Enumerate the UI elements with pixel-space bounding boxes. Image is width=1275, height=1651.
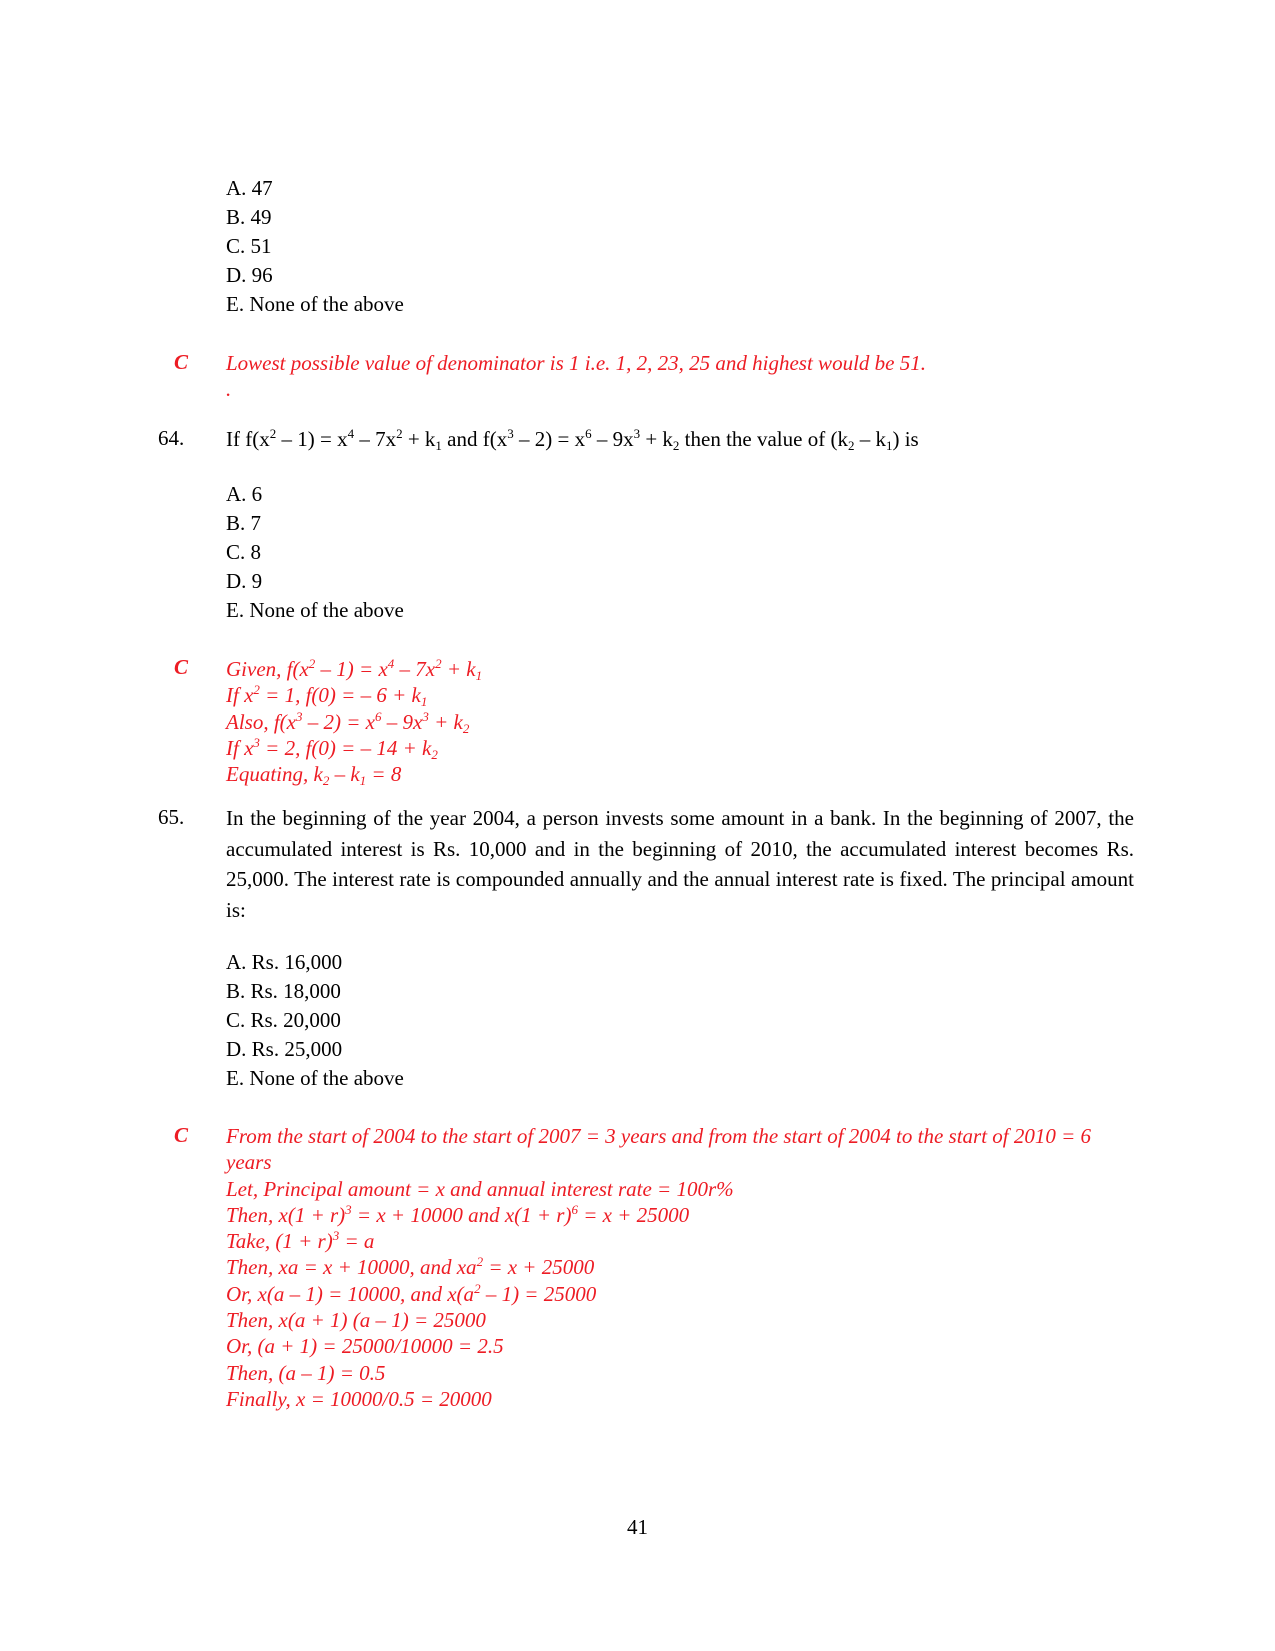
- q63-option-c: C. 51: [226, 234, 272, 258]
- q64-solution-line-4: If $x^3 = 2$, f(0) = – $14 + k_2$: [226, 734, 438, 762]
- q65-option-a: A. Rs. 16,000: [226, 950, 343, 974]
- q65-solution: [226, 1123, 1136, 1412]
- q64-number: 64.: [158, 426, 185, 450]
- q63-option-e: E. None of the above: [226, 292, 404, 316]
- q63-option-b: B. 49: [226, 205, 272, 229]
- q64-solution: [226, 656, 482, 787]
- q65-number: 65.: [158, 805, 185, 829]
- page-number: 41: [627, 1515, 648, 1539]
- q64-solution-line-3: Also, $f(x^3 - 2) = x^6 - 9x^3 + k_2$: [226, 708, 470, 736]
- q64-option-a: A. 6: [226, 482, 263, 506]
- q65-solution-line-6: Or, x(a – 1) = 10000, and $x(a^2 - 1) = 25000$: [226, 1280, 597, 1306]
- q64-answer-letter: C: [174, 655, 189, 679]
- q64-solution-line-1: Given, $f(x^2 - 1) = x^4 - 7x^2 + k_1$: [226, 656, 483, 683]
- q65-question: In the beginning of the year 2004, a person invests some amount in a bank. In the beginning of 2007, the accumulated interest is Rs. 10,000 and in the beginning of 2010, the accumulated interest becomes Rs. 25,000. The interest rate is compounded annually and the annual interest rate is fixed. The principal amount is:: [226, 806, 1134, 922]
- q65-solution-line-1: From the start of 2004 to the start of 2007 = 3 years and from the start of 2004 to the start of 2010 = 6 years: [226, 1124, 1092, 1175]
- q65-option-b: B. Rs. 18,000: [226, 979, 341, 1003]
- q65-option-c: C. Rs. 20,000: [226, 1008, 341, 1032]
- q65-solution-line-2: Let, Principal amount = x and annual interest rate = 100r%: [226, 1176, 734, 1201]
- q63-option-a: A. 47: [226, 176, 273, 200]
- q65-answer-letter: C: [174, 1123, 189, 1147]
- q64-solution-line-5: Equating, $k_2 - k_1 = 8$: [226, 762, 402, 789]
- q65-solution-line-3: Then, $x(1 + r)^3 = x + 10000$ and $x(1 + r)^6 = x + 25000$: [226, 1201, 690, 1227]
- q65-solution-line-4: Take, $(1 + r)^3 = a$: [226, 1228, 375, 1254]
- q64-option-e: E. None of the above: [226, 598, 404, 622]
- q64-question: If $f(x^2 - 1) = x^4 - 7x^2 + k_1$ and $f(x^3 - 2) = x^6 - 9x^3 + k_2$ then the value of $(k_2 - k_1)$ is: [226, 426, 919, 453]
- q65-solution-line-7: Then, x(a + 1) (a – 1) = 25000: [226, 1308, 486, 1333]
- q64-option-d: D. 9: [226, 569, 263, 593]
- q64-option-c: C. 8: [226, 540, 262, 564]
- q63-solution-dot: .: [226, 377, 232, 402]
- q65-solution-line-5: Then, xa = x + 10000, and $xa^2 = x + 25000$: [226, 1254, 595, 1280]
- q65-option-e: E. None of the above: [226, 1066, 404, 1090]
- q63-solution-text: Lowest possible value of denominator is 1 i.e. 1, 2, 23, 25 and highest would be 51.: [226, 351, 926, 375]
- q64-solution-line-2: If $x^2 = 1$, f(0) = – $6 + k_1$: [226, 682, 428, 710]
- q65-solution-line-9: Then, (a – 1) = 0.5: [226, 1360, 386, 1385]
- q65-option-d: D. Rs. 25,000: [226, 1037, 343, 1061]
- q63-option-d: D. 96: [226, 263, 273, 287]
- q63-answer-letter: C: [174, 350, 189, 374]
- q65-solution-line-8: Or, (a + 1) = 25000/10000 = 2.5: [226, 1334, 504, 1359]
- q65-solution-line-10: Finally, x = 10000/0.5 = 20000: [226, 1386, 492, 1411]
- q63-solution: [226, 350, 926, 403]
- q64-option-b: B. 7: [226, 511, 262, 535]
